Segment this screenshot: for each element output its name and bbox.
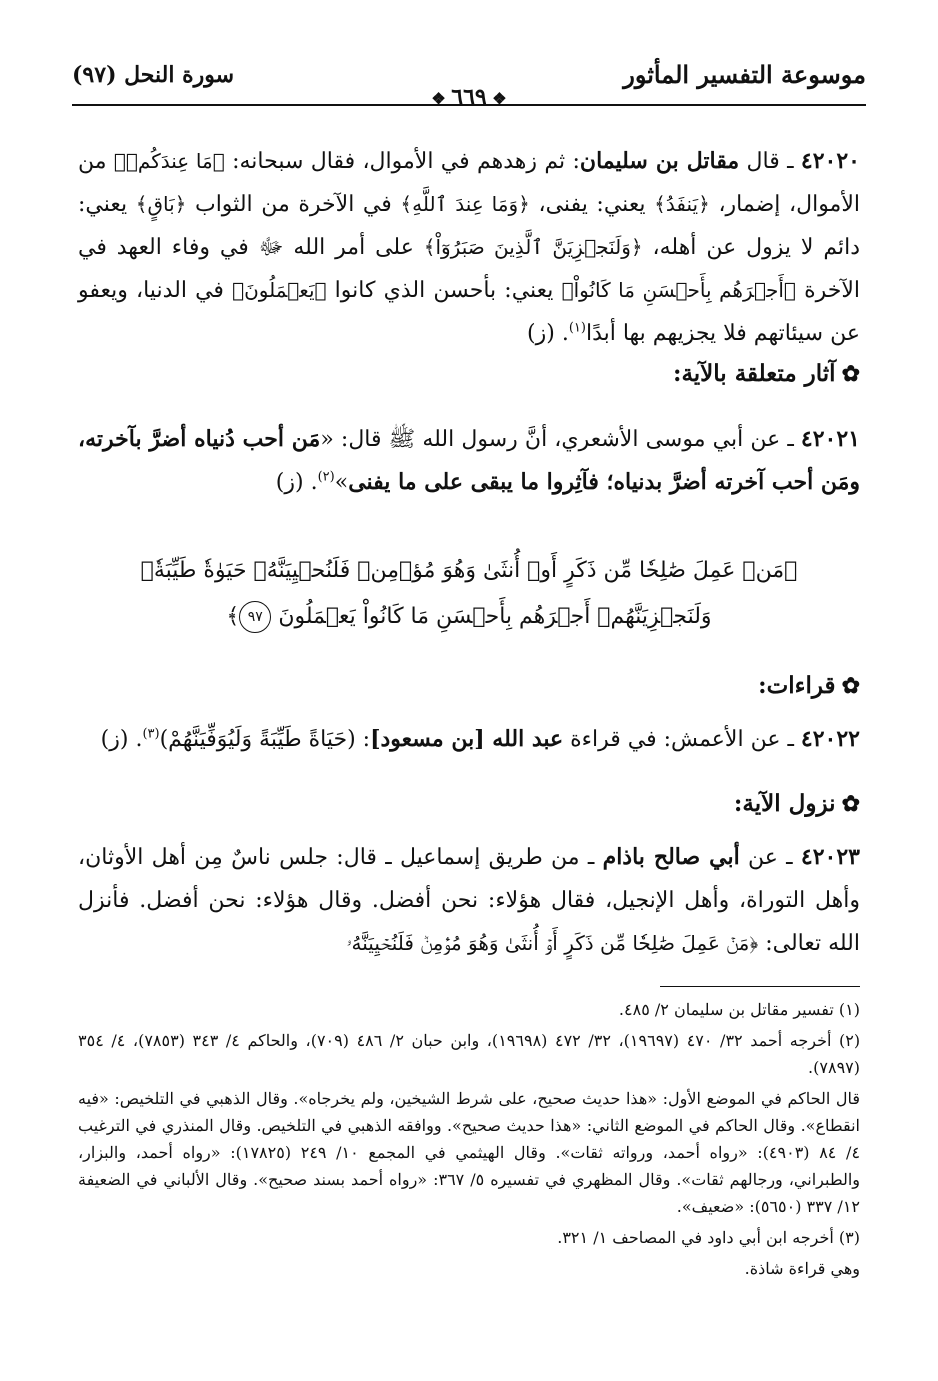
verse-line: ﴿مَنۡ عَمِلَ صَٰلِحٗا مِّن ذَكَرٍ أَوۡ أُنثَىٰ وَهُوَ مُؤۡمِنٞ فَلَنُحۡيِيَنَّهُۥ حَيَوٰةٗ طَيِّبَةٗۖ xyxy=(140,558,798,583)
page-number-text: ٦٦٩ xyxy=(451,84,487,110)
footnote-2-commentary: قال الحاكم في الموضع الأول: «هذا حديث صحيح، على شرط الشيخين، ولم يخرجاه». وقال الذهبي في التلخيص: «فيه انقطاع». وقال الحاكم في الموضع الثاني: «هذا حديث صحيح». ووافقه الذهبي في التلخيص. وقال المنذري في الترغيب ٤/ ٨٤ (٤٩٠٣): «رواه أحمد، ورواته ثقات». وقال الهيثمي في المجمع ١٠/ ٢٤٩ (١٧٨٢٥): «رواه أحمد، والبزار، والطبراني، ورجالهم ثقات». وقال المظهري في تفسيره ٥/ ٣٦٧: «رواه أحمد بسند صحيح». وقال الألباني في الضعيفة ١٢/ ٣٣٧ (٥٦٥٠): «ضعيف». xyxy=(78,1089,861,1216)
text: . (ز) xyxy=(275,470,318,495)
footnote-separator xyxy=(660,986,860,987)
text: . (ز) xyxy=(100,727,143,752)
hadith-42022 xyxy=(78,718,860,761)
section-heading-nuzul xyxy=(734,790,860,817)
text: يعني: بأحسن الذي كانوا xyxy=(326,278,562,303)
hadith-text-bold: مَن أحب دُنياه أضرَّ بآخرته، ومَن أحب آخرته أضرَّ بدنياه؛ فآثِروا ما يبقى على ما يفنى xyxy=(78,426,860,495)
footnote-ref[interactable]: (٢) xyxy=(317,469,335,485)
quran-verse-97 xyxy=(100,548,838,640)
quran-quote: ﴿يَعۡمَلُونَ﴾ xyxy=(232,278,327,302)
section-title: آثار متعلقة بالآية: xyxy=(672,360,836,387)
text: ـ عن أبي موسى الأشعري، أنَّ رسول الله ﷺ قال: « xyxy=(320,427,801,452)
page-header xyxy=(72,56,866,114)
hadith-number: ٤٢٠٢٣ xyxy=(800,844,860,870)
quran-quote: ﴿بَاقٍ﴾ xyxy=(135,192,187,216)
text: : (حَيَاةً طَيِّبَةً وَلَيُوَفِّيَنَّهُمْ) xyxy=(159,727,371,752)
ayah-number: ٩٧ xyxy=(239,601,271,633)
footnote-1: (١) تفسير مقاتل بن سليمان ٢/ ٤٨٥. xyxy=(618,1000,860,1019)
surah-label: سورة النحل (٩٧) xyxy=(72,62,235,88)
ornament-icon: ❖ xyxy=(431,89,452,108)
footnote-3: (٣) أخرجه ابن أبي داود في المصاحف ١/ ٣٢١. xyxy=(557,1228,860,1247)
text: ـ عن الأعمش: في قراءة xyxy=(563,727,801,752)
text: ـ من طريق إسماعيل ـ قال: جلس ناسٌ مِن أهل الأوثان، وأهل التوراة، وأهل الإنجيل، فقال هؤلاء: نحن أفضل. وقال هؤلاء: نحن أفضل. فأنزل الله تعالى: xyxy=(78,845,860,956)
verse-text: وَلَنَجۡزِيَنَّهُمۡ أَجۡرَهُم بِأَحۡسَنِ مَا كَانُواْ يَعۡمَلُونَ xyxy=(278,604,712,629)
page-number xyxy=(423,84,514,110)
text: على أمر الله ﷻ في وفاء العهد في الآخرة xyxy=(78,235,860,303)
text: : ثم زهدهم في الأموال، فقال سبحانه: xyxy=(224,149,580,174)
footnote-2: (٢) أخرجه أحمد ٣٢/ ٤٧٠ (١٩٦٩٧)، ٣٢/ ٤٧٢ (١٩٦٩٨)، وابن حبان ٢/ ٤٨٦ (٧٠٩)، والحاكم ٤/ ٣٤٣ (٧٨٥٣)، ٤/ ٣٥٤ (٧٨٩٧). xyxy=(78,1031,861,1077)
text: في الدنيا، ويعفو عن سيئاتهم فلا يجزيهم بها أبدًا xyxy=(78,278,860,346)
verse-line xyxy=(100,594,838,640)
text: ـ قال xyxy=(739,149,801,174)
verse-bracket: ﴾ xyxy=(226,604,240,629)
footnotes xyxy=(78,996,860,1286)
hadith-42023 xyxy=(78,836,860,965)
text: يعني: يفنى، xyxy=(529,192,655,217)
section-title: قراءات: xyxy=(758,672,836,699)
narrator-name: أبي صالح باذام xyxy=(602,844,740,870)
quran-quote: ﴿وَمَا عِندَ ٱللَّهِ﴾ xyxy=(400,192,530,216)
quran-quote: ﴿أَجۡرَهُم بِأَحۡسَنِ مَا كَانُواْ﴾ xyxy=(561,278,796,302)
section-heading-athar xyxy=(673,360,860,387)
text: ـ عن xyxy=(739,845,801,870)
hadith-42020 xyxy=(78,140,860,355)
text: » xyxy=(334,470,349,495)
hadith-number: ٤٢٠٢٠ xyxy=(800,148,860,174)
flower-icon: ✿ xyxy=(841,791,860,817)
ornament-icon: ❖ xyxy=(486,89,507,108)
hadith-number: ٤٢٠٢١ xyxy=(800,426,860,452)
text: في الآخرة من الثواب xyxy=(186,192,401,217)
hadith-42021 xyxy=(78,418,860,504)
quran-quote: ﴿مَا عِندَكُمۡ﴾ xyxy=(113,149,225,173)
narrator-name: عبد الله [بن مسعود] xyxy=(370,726,564,752)
flower-icon: ✿ xyxy=(841,673,860,699)
header-rule xyxy=(72,104,866,106)
hadith-number: ٤٢٠٢٢ xyxy=(800,726,860,752)
quran-quote: ﴿وَلَنَجۡزِيَنَّ ٱلَّذِينَ صَبَرُوٓاْ﴾ xyxy=(423,235,643,259)
narrator-name: مقاتل بن سليمان xyxy=(579,148,740,174)
section-title: نزول الآية: xyxy=(733,790,836,817)
footnote-3-commentary: وهي قراءة شاذة. xyxy=(744,1259,860,1278)
text: . (ز) xyxy=(527,321,569,346)
quran-quote: ﴿مَنۡ عَمِلَ صَٰلِحٗا مِّن ذَكَرٍ أَوۡ أُنثَىٰ وَهُوَ مُؤۡمِنٞ فَلَنُحۡيِيَنَّهُۥ xyxy=(346,931,759,955)
book-title: موسوعة التفسير المأثور xyxy=(623,60,866,89)
section-heading-qiraat xyxy=(758,672,860,699)
footnote-ref[interactable]: (٣) xyxy=(142,726,160,742)
text: يعني: دائم لا يزول عن أهله، xyxy=(78,192,860,260)
text: من الأموال، إضمار، xyxy=(78,149,860,217)
footnote-ref[interactable]: (١) xyxy=(568,320,586,336)
quran-quote: ﴿يَنفَدُ﴾ xyxy=(654,192,710,216)
flower-icon: ✿ xyxy=(841,361,860,387)
